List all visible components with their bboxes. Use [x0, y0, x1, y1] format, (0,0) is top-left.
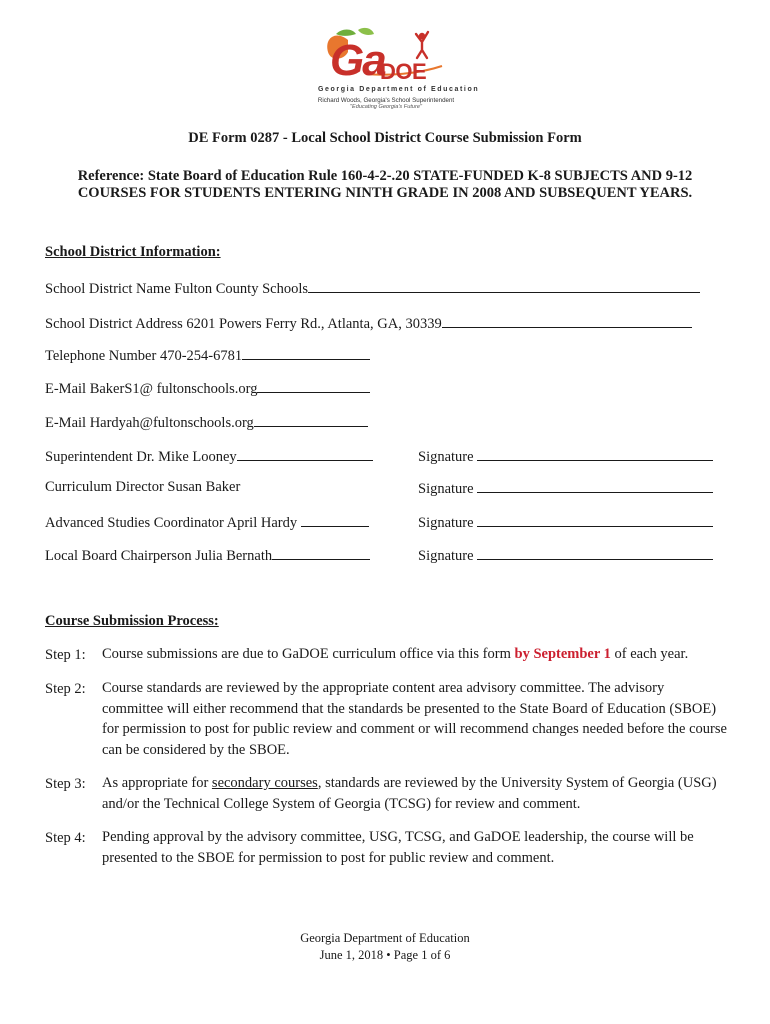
footer-bullet: •: [386, 948, 391, 962]
step-3-text-b: , standards are reviewed by the University System of Georgia (USG) and/or the Technical College System of Georgia (TCSG) for review and comment.: [102, 775, 717, 812]
logo-superintendent: Richard Woods, Georgia's School Superintendent: [317, 97, 455, 104]
board-chair-field[interactable]: [45, 546, 370, 565]
gadoe-logo: [317, 26, 480, 116]
logo-subtitle: Georgia Department of Education: [318, 86, 480, 93]
page-footer: [200, 930, 570, 964]
logo-motto: "Educating Georgia's Future": [350, 104, 422, 110]
email-1-blank: [257, 379, 370, 393]
superintendent-value: Superintendent Dr. Mike Looney: [45, 449, 237, 465]
curriculum-director-field[interactable]: [45, 479, 240, 496]
email-field-2[interactable]: [45, 413, 368, 432]
advanced-studies-field[interactable]: [45, 513, 369, 532]
board-chair-blank: [272, 546, 370, 560]
district-name-field[interactable]: [45, 279, 700, 298]
telephone-value: Telephone Number 470-254-6781: [45, 348, 243, 364]
district-name-blank: [308, 279, 700, 293]
footer-page-number: Page 1 of 6: [393, 948, 451, 962]
signature-label: Signature: [418, 515, 474, 531]
district-address-value: School District Address 6201 Powers Ferry Rd., Atlanta, GA, 30339: [45, 316, 442, 332]
advanced-studies-signature-field[interactable]: [418, 513, 713, 532]
superintendent-field[interactable]: [45, 447, 373, 466]
email-2-value: E-Mail Hardyah@fultonschools.org: [45, 415, 254, 431]
curriculum-director-signature-field[interactable]: [418, 479, 713, 498]
signature-blank: [477, 447, 713, 461]
signature-blank: [477, 479, 713, 493]
logo-doe-text: DOE: [380, 59, 427, 84]
step-4-text: Pending approval by the advisory committee, USG, TCSG, and GaDOE leadership, the course will be presented to the SBOE for permission to post for public review and comment.: [102, 829, 694, 866]
district-name-value: School District Name Fulton County Schools: [45, 281, 309, 297]
advanced-studies-blank: [301, 513, 369, 527]
step-3-label: Step 3:: [45, 776, 86, 792]
step-1-label: Step 1:: [45, 647, 86, 663]
signature-label: Signature: [418, 548, 474, 564]
district-address-blank: [442, 314, 692, 328]
step-4-label: Step 4:: [45, 830, 86, 846]
signature-label: Signature: [418, 481, 474, 497]
superintendent-blank: [237, 447, 373, 461]
step-1-text: [102, 644, 727, 665]
footer-date: June 1, 2018: [319, 948, 384, 962]
telephone-blank: [242, 346, 370, 360]
signature-label: Signature: [418, 449, 474, 465]
signature-blank: [477, 546, 713, 560]
advanced-studies-value: Advanced Studies Coordinator April Hardy: [45, 515, 298, 531]
superintendent-signature-field[interactable]: [418, 447, 713, 466]
step-1-text-b: of each year.: [610, 646, 689, 662]
step-3-text: [102, 773, 727, 814]
board-chair-signature-field[interactable]: [418, 546, 713, 565]
footer-date-page: [200, 947, 570, 964]
step-1-text-a: Course submissions are due to GaDOE curriculum office via this form: [102, 646, 515, 662]
footer-org: Georgia Department of Education: [300, 931, 470, 945]
step-2-label: Step 2:: [45, 681, 86, 697]
process-heading: Course Submission Process:: [45, 613, 219, 629]
board-chair-value: Local Board Chairperson Julia Bernath: [45, 548, 273, 564]
secondary-courses-text: secondary courses: [211, 775, 318, 791]
form-title: DE Form 0287 - Local School District Course Submission Form: [188, 130, 582, 146]
email-1-value: E-Mail BakerS1@ fultonschools.org: [45, 381, 258, 397]
district-address-field[interactable]: [45, 314, 692, 333]
email-2-blank: [254, 413, 368, 427]
signature-blank: [477, 513, 713, 527]
district-info-heading: School District Information:: [45, 244, 221, 260]
reference-line-1: Reference: State Board of Education Rule 160-4-2-.20 STATE-FUNDED K-8 SUBJECTS AND 9-12: [77, 168, 693, 184]
step-2-text: Course standards are reviewed by the appropriate content area advisory committee. The advisory committee will either recommend that the standards be presented to the State Board of Education (SBOE) for permission to post for public review and comment or will recommend changes needed before the course can be considered by the SBOE.: [102, 680, 727, 758]
email-field-1[interactable]: [45, 379, 370, 398]
reference-line-2: COURSES FOR STUDENTS ENTERING NINTH GRADE IN 2008 AND SUBSEQUENT YEARS.: [77, 185, 693, 201]
step-3-text-a: As appropriate for: [102, 775, 212, 791]
telephone-field[interactable]: [45, 346, 370, 365]
logo-ga-text: Ga: [330, 36, 385, 85]
curriculum-director-value: Curriculum Director Susan Baker: [45, 479, 241, 495]
deadline-highlight: by September 1: [514, 646, 611, 662]
